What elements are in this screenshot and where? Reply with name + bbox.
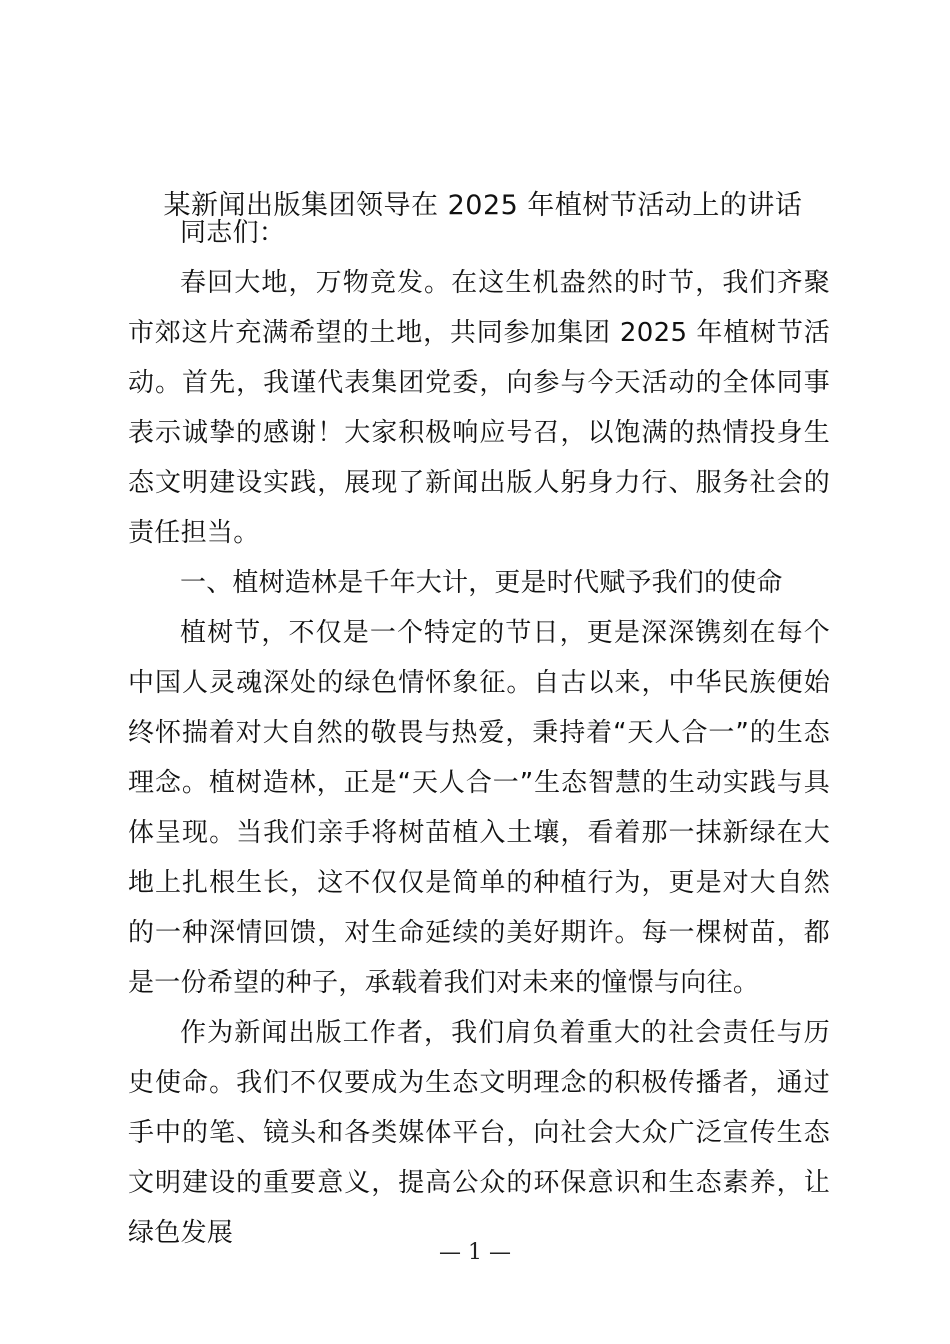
- salutation-paragraph: 同志们：: [180, 218, 286, 248]
- body-paragraph-1: 植树节，不仅是一个特定的节日，更是深深镌刻在每个中国人灵魂深处的绿色情怀象征。自古以来，中华民族便始终怀揣着对大自然的敬畏与热爱，秉持着“天人合一”的生态理念。植树造林，正是“天人合一”生态智慧的生动实践与具体呈现。当我们亲手将树苗植入土壤，看着那一抹新绿在大地上扎根生长，这不仅仅是简单的种植行为，更是对大自然的一种深情回馈，对生命延续的美好期许。每一棵树苗，都是一份希望的种子，承载着我们对未来的憧憬与向往。: [128, 618, 830, 998]
- body-paragraph-2: 作为新闻出版工作者，我们肩负着重大的社会责任与历史使命。我们不仅要成为生态文明理念的积极传播者，通过手中的笔、镜头和各类媒体平台，向社会大众广泛宣传生态文明建设的重要意义，提高公众的环保意识和生态素养，让绿色发展: [128, 1018, 830, 1248]
- document-title: 某新闻出版集团领导在 2025 年植树节活动上的讲话: [163, 190, 803, 221]
- opening-paragraph: 春回大地，万物竞发。在这生机盎然的时节，我们齐聚市郊这片充满希望的土地，共同参加集团 2025 年植树节活动。首先，我谨代表集团党委，向参与今天活动的全体同事表示诚挚的感谢！大家积极响应号召，以饱满的热情投身生态文明建设实践，展现了新闻出版人躬身力行、服务社会的责任担当。: [128, 268, 830, 548]
- page-number: — 1 —: [439, 1240, 511, 1265]
- section-heading-1: 一、植树造林是千年大计，更是时代赋予我们的使命: [180, 568, 783, 598]
- document-body: [128, 208, 830, 1258]
